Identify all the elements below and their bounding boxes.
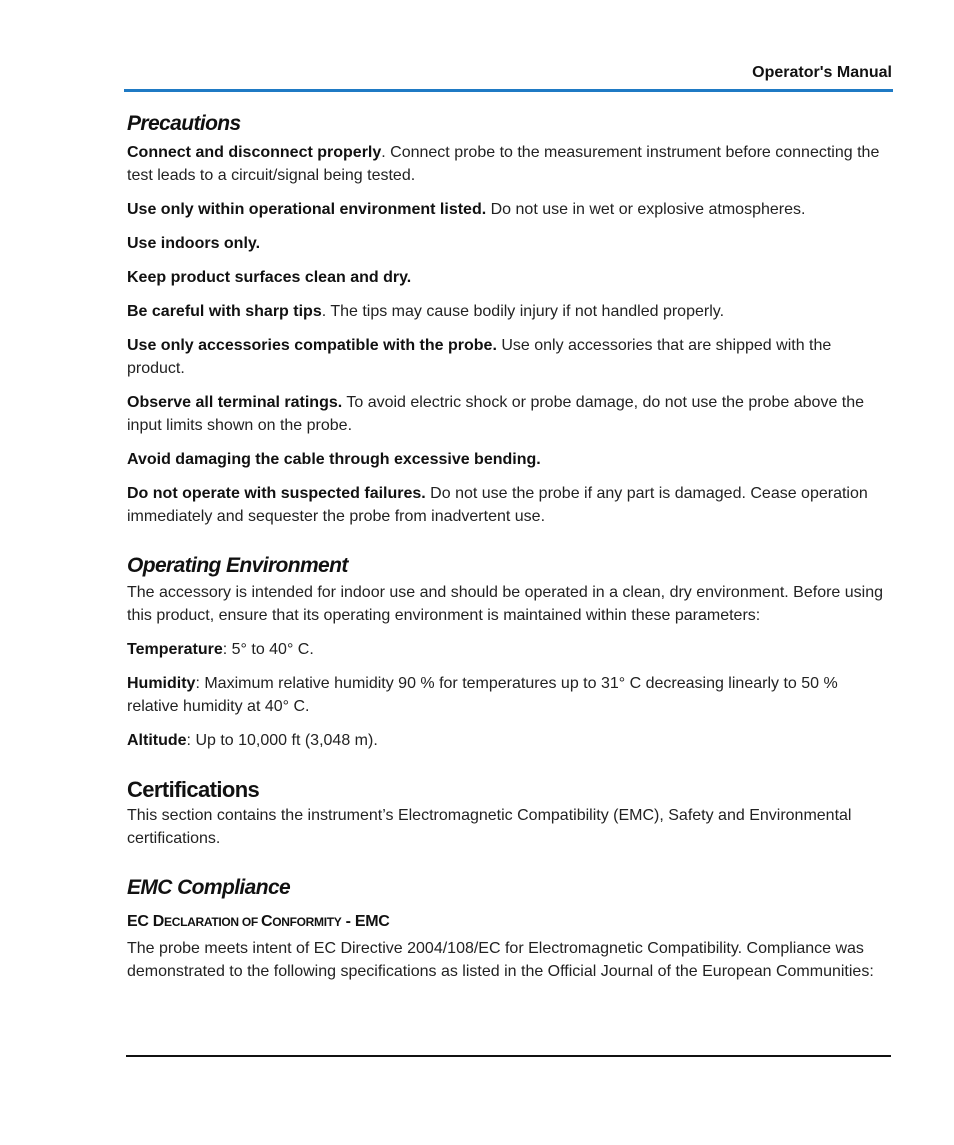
certifications-heading: Certifications <box>127 777 260 802</box>
certifications-text: This section contains the instrument’s Electromagnetic Compatibility (EMC), Safety and Environmental certifications. <box>127 807 852 847</box>
page-header-title: Operator's Manual <box>752 64 892 81</box>
document-body <box>127 110 892 983</box>
precaution-item: Avoid damaging the cable through excessive bending. <box>127 451 541 468</box>
precaution-item: Connect and disconnect properly. Connect probe to the measurement instrument before connecting the test leads to a circuit/signal being tested. <box>127 144 880 184</box>
environment-item: Altitude: Up to 10,000 ft (3,048 m). <box>127 732 378 749</box>
ec-declaration-subheading: EC DECLARATION OF CONFORMITY - EMC <box>127 913 390 930</box>
emc-text: The probe meets intent of EC Directive 2004/108/EC for Electromagnetic Compatibility. Compliance was demonstrated to the following specifications as listed in the Official Journal of the European Communities: <box>127 940 874 980</box>
operating-environment-intro: The accessory is intended for indoor use and should be operated in a clean, dry environment. Before using this product, ensure that its operating environment is maintained within these parameters: <box>127 584 884 624</box>
footer-rule <box>126 1055 891 1057</box>
precaution-item: Use only within operational environment listed. Do not use in wet or explosive atmospheres. <box>127 201 806 218</box>
header-rule <box>124 89 893 92</box>
emc-compliance-heading: EMC Compliance <box>127 876 291 899</box>
precaution-item: Keep product surfaces clean and dry. <box>127 269 412 286</box>
precaution-item: Use indoors only. <box>127 235 261 252</box>
precaution-item: Use only accessories compatible with the probe. Use only accessories that are shipped with the product. <box>127 337 832 377</box>
precaution-item: Be careful with sharp tips. The tips may cause bodily injury if not handled properly. <box>127 303 725 320</box>
environment-item: Humidity: Maximum relative humidity 90 % for temperatures up to 31° C decreasing linearly to 50 % relative humidity at 40° C. <box>127 675 838 715</box>
precaution-item: Observe all terminal ratings. To avoid electric shock or probe damage, do not use the probe above the input limits shown on the probe. <box>127 394 865 434</box>
environment-item: Temperature: 5° to 40° C. <box>127 641 314 658</box>
precautions-heading: Precautions <box>127 112 241 135</box>
operating-environment-heading: Operating Environment <box>127 554 348 577</box>
precaution-item: Do not operate with suspected failures. Do not use the probe if any part is damaged. Cease operation immediately and sequester the probe from inadvertent use. <box>127 485 868 525</box>
